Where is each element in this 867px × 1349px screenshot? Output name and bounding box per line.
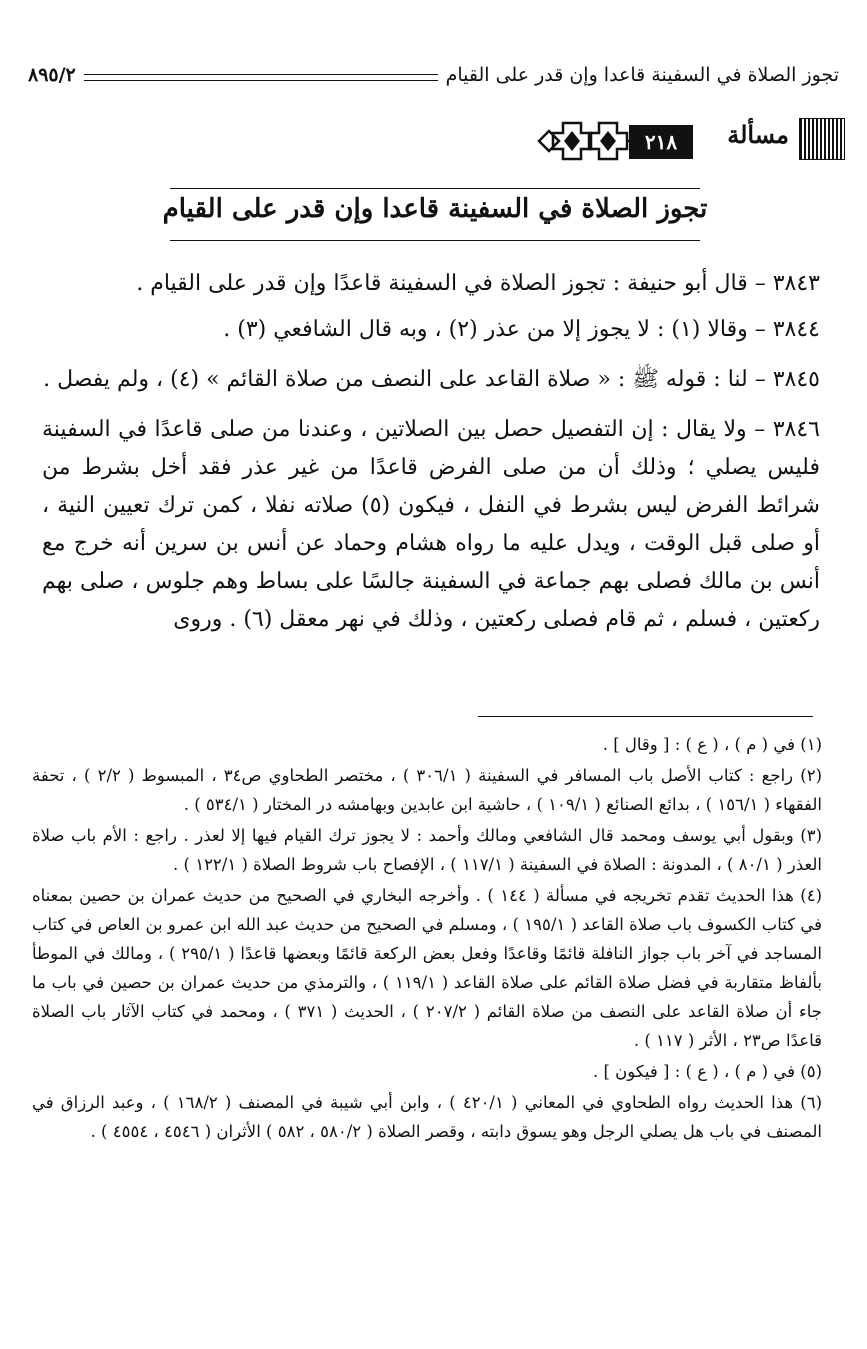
- paragraph-3845: ٣٨٤٥ – لنا : قوله ﷺ : « صلاة القاعد على النصف من صلاة القائم » (٤) ، ولم يفصل .: [43, 367, 820, 392]
- page-title: تجوز الصلاة في السفينة قاعدا وإن قدر على القيام: [162, 194, 708, 224]
- main-text: [42, 265, 820, 651]
- footnote-2: (٢) راجع : كتاب الأصل باب المسافر في السفينة ( ٣٠٦/١ ) ، مختصر الطحاوي ص٣٤ ، المبسوط ( ٢/٢ ) ، تحفة الفقهاء ( ١٥٦/١ ) ، بدائع الصنائع ( ١٠٩/١ ) ، حاشية ابن عابدين وبهامشه در المختار ( ٥٣٤/١ ) .: [32, 766, 823, 814]
- footnote-6: (٦) هذا الحديث رواه الطحاوي في المعاني ( ٤٢٠/١ ) ، وابن أبي شيبة في المصنف ( ١٦٨/٢ ) ، وعبد الرزاق في المصنف في باب هل يصلي الرجل وهو يسوق دابته ، وقصر الصلاة ( ٥٨٠/٢ ، ٥٨٢ ) الأثران ( ٤٥٤٦ ، ٤٥٥٤ ) .: [32, 1093, 823, 1141]
- footnotes: [32, 730, 822, 1148]
- paragraph-3843: ٣٨٤٣ – قال أبو حنيفة : تجوز الصلاة في السفينة قاعدًا وإن قدر على القيام .: [136, 271, 820, 296]
- title-rule-bottom: [170, 240, 700, 241]
- issue-number: ٢١٨: [629, 125, 693, 159]
- footnote-1: (١) في ( م ) ، ( ع ) : [ وقال ] .: [602, 735, 822, 754]
- header-rule: [84, 74, 438, 81]
- issue-label: مسألة: [727, 120, 789, 149]
- footnote-separator: [478, 716, 813, 717]
- footnote-4: (٤) هذا الحديث تقدم تخريجه في مسألة ( ١٤٤ ) . وأخرجه البخاري في الصحيح من حديث عمران بن حصين بمعناه في كتاب الكسوف باب صلاة القاعد ( ١٩٥/١ ) ، ومسلم في الصحيح من حديث عبد الله ابن عمرو بن العاص في كتاب المساجد في آخر باب جواز النافلة قائمًا وقاعدًا وفعل بعض الركعة قائمًا وبعضها قاعدًا ( ٢٩٥/١ ) ، ومالك في الموطأ بألفاظ متقاربة في فضل صلاة القائم على صلاة القاعد ( ١١٩/١ ) ، والترمذي من حديث عمران بن حصين في باب ما جاء أن صلاة القاعد على النصف من صلاة القائم ( ٢٠٧/٢ ) ، الحديث ( ٣٧١ ) ، ومحمد في كتاب الآثار باب الصلاة قاعدًا ص٢٣ ، الأثر ( ١١٧ ) .: [32, 886, 823, 1050]
- running-title: تجوز الصلاة في السفينة قاعدا وإن قدر على القيام: [445, 64, 839, 86]
- paragraph-3846: ٣٨٤٦ – ولا يقال : إن التفصيل حصل بين الصلاتين ، وعندنا من صلى قاعدًا في السفينة فليس يصلي ؛ وذلك أن من صلى الفرض قاعدًا من غير عذر فقد أخل بشرط من شرائط الفرض ليس بشرط في النفل ، فيكون (٥) صلاته نفلا ، كمن ترك تعيين النية ، أو صلى قبل الوقت ، ويدل عليه ما رواه هشام وحماد عن أنس بن سرين أنه خرج مع أنس بن مالك فصلى بهم جماعة في السفينة جالسًا على بساط وهم جلوس ، صلى بهم ركعتين ، فسلم ، ثم قام فصلى ركعتين ، وذلك في نهر معقل (٦) . وروى: [42, 417, 820, 632]
- footnote-5: (٥) في ( م ) ، ( ع ) : [ فيكون ] .: [592, 1062, 822, 1081]
- page-number: ٨٩٥/٢: [28, 64, 76, 86]
- hatch-ornament: [799, 118, 845, 160]
- title-rule-top: [170, 188, 700, 189]
- decorative-ornament-icon: [535, 115, 645, 167]
- footnote-3: (٣) وبقول أبي يوسف ومحمد قال الشافعي ومالك وأحمد : لا يجوز ترك القيام فيها إلا لعذر . راجع : الأم باب صلاة العذر ( ٨٠/١ ) ، المدونة : الصلاة في السفينة ( ١١٧/١ ) ، الإفصاح باب شروط الصلاة ( ١٢٢/١ ) .: [32, 826, 822, 874]
- running-header: [28, 58, 839, 92]
- paragraph-3844: ٣٨٤٤ – وقالا (١) : لا يجوز إلا من عذر (٢) ، وبه قال الشافعي (٣) .: [223, 317, 820, 342]
